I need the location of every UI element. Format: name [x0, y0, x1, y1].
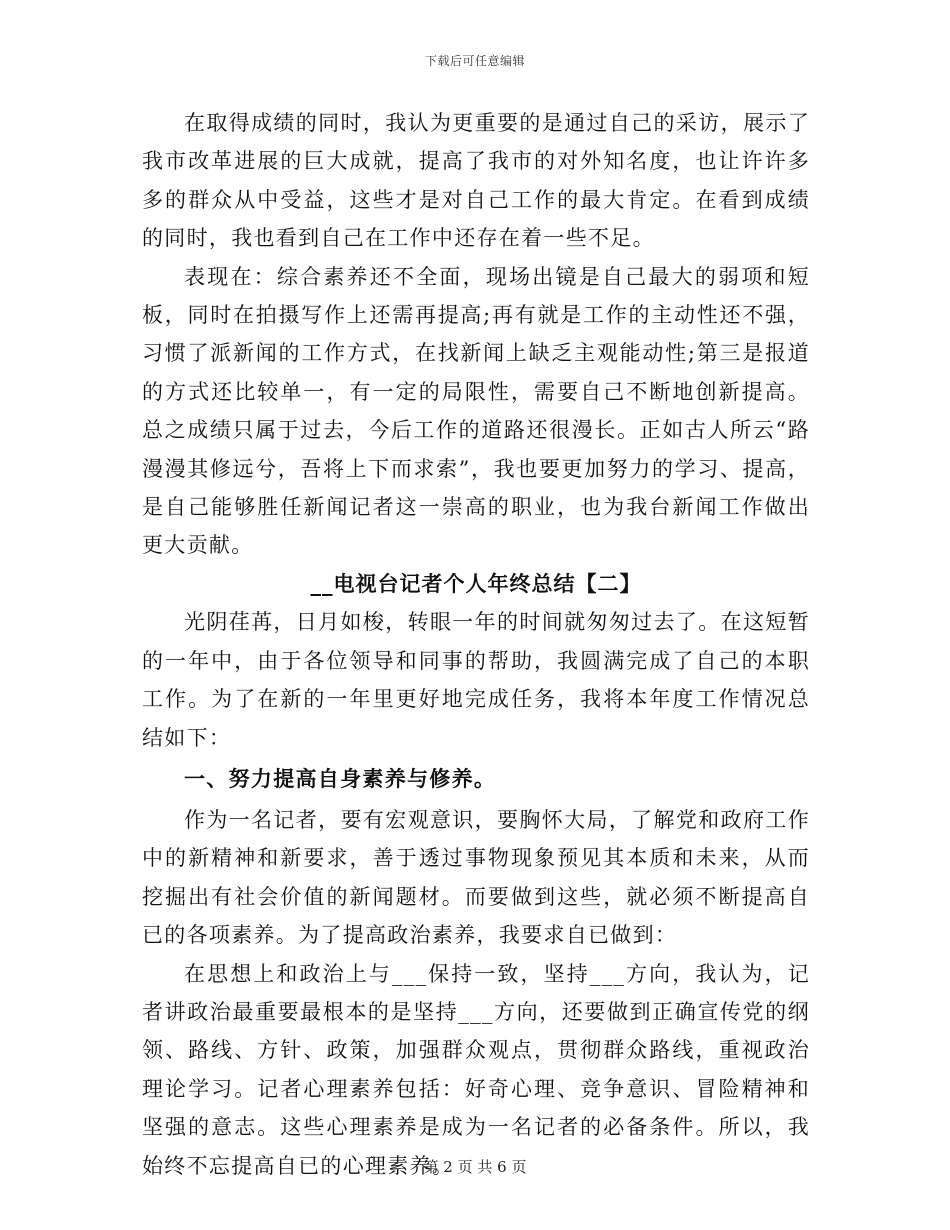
document-body	[142, 104, 810, 1185]
paragraph: 表现在：综合素养还不全面，现场出镜是自己最大的弱项和短板，同时在拍摄写作上还需再提高;再有就是工作的主动性还不强，习惯了派新闻的工作方式，在找新闻上缺乏主观能动性;第三是报道的方式还比较单一，有一定的局限性，需要自己不断地创新提高。总之成绩只属于过去，今后工作的道路还很漫长。正如古人所云“路漫漫其修远兮，吾将上下而求索”，我也要更加努力的学习、提高，是自己能够胜任新闻记者这一崇高的职业，也为我台新闻工作做出更大贡献。	[142, 264, 810, 558]
page-number: 第 2 页 共 6 页	[423, 1158, 527, 1176]
paragraph: 作为一名记者，要有宏观意识，要胸怀大局，了解党和政府工作中的新精神和新要求，善于透过事物现象预见其本质和未来，从而挖掘出有社会价值的新闻题材。而要做到这些，就必须不断提高自已的各项素养。为了提高政治素养，我要求自已做到：	[142, 807, 810, 948]
paragraph: 在思想上和政治上与___保持一致，坚持___方向，我认为，记者讲政治最重要最根本的是坚持___方向，还要做到正确宣传党的纲领、路线、方针、政策，加强群众观点，贯彻群众路线，重视政治理论学习。记者心理素养包括：好奇心理、竞争意识、冒险精神和坚强的意志。这些心理素养是成为一名记者的必备条件。所以，我始终不忘提高自已的心理素养。	[142, 961, 810, 1178]
paragraph: 在取得成绩的同时，我认为更重要的是通过自己的采访，展示了我市改革进展的巨大成就，提高了我市的对外知名度，也让许许多多的群众从中受益，这些才是对自己工作的最大肯定。在看到成绩的同时，我也看到自己在工作中还存在着一些不足。	[142, 111, 810, 251]
paragraph: 光阴荏苒，日月如梭，转眼一年的时间就匆匆过去了。在这短暂的一年中，由于各位领导和同事的帮助，我圆满完成了自己的本职工作。为了在新的一年里更好地完成任务，我将本年度工作情况总结如下：	[142, 610, 810, 750]
section-title: __电视台记者个人年终总结【二】	[310, 570, 642, 596]
subheading: 一、努力提高自身素养与修养。	[184, 765, 497, 791]
page-header: 下载后可任意编辑	[424, 54, 525, 68]
